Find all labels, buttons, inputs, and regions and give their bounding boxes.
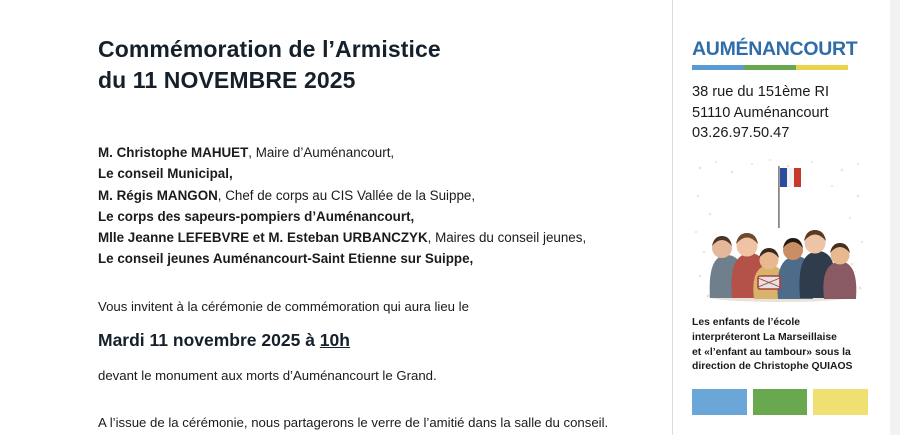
main-content [98,34,658,430]
invitors-list [98,142,658,269]
invitor-name: M. Christophe MAHUET [98,145,249,161]
footer-bar-blue [692,389,747,415]
list-item [98,163,658,184]
invitation-sentence: Vous invitent à la cérémonie de commémoration qui aura lieu le [98,299,469,315]
invitor-name: Le conseil Municipal, [98,166,233,182]
list-item [98,142,658,163]
title-line-1: Commémoration de l’Armistice [98,36,441,62]
event-date [98,330,658,351]
child-figure [823,243,856,299]
address-line-1: 38 rue du 151ème RI [692,84,830,100]
footer-bar-green [753,389,808,415]
caption-line-4: direction de Christophe QUIAOS [692,361,853,373]
caption-line-1: Les enfants de l’école [692,317,800,329]
logo-bar-yellow [796,65,848,70]
invitor-role: , Maires du conseil jeunes, [427,229,587,245]
invitor-role: , Chef de corps au CIS Vallée de la Suippe, [217,187,476,203]
invitor-name: Le corps des sapeurs-pompiers d’Auménancourt, [98,208,415,224]
phone-number: 03.26.97.50.47 [692,125,790,142]
french-flag [780,168,801,187]
children-illustration [692,156,868,304]
column-divider [672,0,673,435]
drum-icon [758,276,780,289]
logo-bar-green [744,65,796,70]
list-item [98,248,658,269]
sidebar [692,38,870,415]
invitor-name: M. Régis MANGON [98,187,218,203]
invitor-name: Mlle Jeanne LEFEBVRE et M. Esteban URBANCZYK [98,229,428,245]
logo-bar-blue [692,65,744,70]
list-item [98,206,658,227]
list-item [98,227,658,248]
caption-line-3: et «l’enfant au tambour» sous la [692,346,851,358]
contact-address [692,82,870,144]
town-logo-text: AUMÉNANCOURT [692,38,858,60]
page-title [98,34,658,95]
caption-line-2: interpréteront La Marseillaise [692,331,837,343]
event-date-text: Mardi 11 novembre 2025 à [98,330,320,351]
title-line-2: du 11 NOVEMBRE 2025 [98,66,356,93]
after-ceremony-note: A l’issue de la cérémonie, nous partagerons le verre de l’amitié dans la salle du conseil. [98,415,609,431]
invitor-name: Le conseil jeunes Auménancourt-Saint Etienne sur Suippe, [98,251,474,267]
illustration-caption [692,316,870,375]
footer-color-bars [692,389,868,415]
event-place: devant le monument aux morts d’Auménancourt le Grand. [98,368,437,384]
list-item [98,185,658,206]
address-line-2: 51110 Auménancourt [692,104,829,121]
flag-pole [778,166,780,228]
event-hour: 10h [319,330,350,351]
invitor-role: , Maire d’Auménancourt, [248,145,395,161]
children-illustration-svg [692,156,868,304]
logo-color-bars [692,65,848,70]
footer-bar-yellow [813,389,868,415]
